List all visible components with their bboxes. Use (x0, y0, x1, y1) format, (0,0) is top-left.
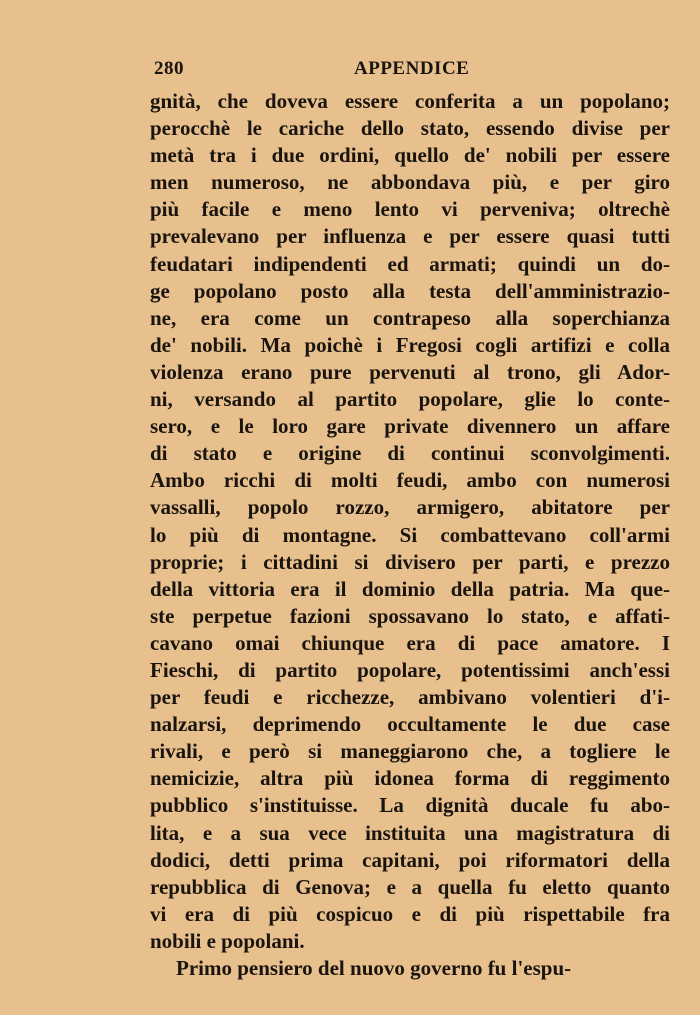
text-line: nemicizie, altra più idonea forma di reggimento (150, 766, 670, 791)
text-line: più facile e meno lento vi perveniva; oltrechè (150, 197, 670, 222)
text-line: ne, era come un contrapeso alla soperchianza (150, 305, 670, 330)
text-line: sero, e le loro gare private divennero un affare (150, 414, 670, 439)
text-line: proprie; i cittadini si divisero per parti, e prezzo (150, 549, 670, 574)
page-number: 280 (154, 58, 184, 79)
text-line: prevalevano per influenza e per essere quasi tutti (150, 224, 670, 249)
text-line: cavano omai chiunque era di pace amatore. I (150, 630, 670, 655)
body-text (150, 88, 670, 982)
text-line: Fieschi, di partito popolare, potentissimi anch'essi (150, 657, 670, 682)
text-line: per feudi e ricchezze, ambivano volentieri d'i- (150, 685, 670, 710)
text-line: vassalli, popolo rozzo, armigero, abitatore per (150, 495, 670, 520)
text-line: della vittoria era il dominio della patria. Ma que- (150, 576, 670, 601)
text-line: Primo pensiero del nuovo governo fu l'espu- (176, 956, 572, 980)
text-line: lita, e a sua vece instituita una magistratura di (150, 820, 670, 845)
text-line: rivali, e però si maneggiarono che, a togliere le (150, 739, 670, 764)
text-line: repubblica di Genova; e a quella fu eletto quanto (150, 874, 670, 899)
page-header (154, 58, 670, 86)
running-head: APPENDICE (354, 58, 470, 79)
text-line: ste perpetue fazioni spossavano lo stato, e affati- (150, 603, 670, 628)
text-line: perocchè le cariche dello stato, essendo divise per (150, 116, 670, 141)
text-line: lo più di montagne. Si combattevano coll'armi (150, 522, 670, 547)
text-line: Ambo ricchi di molti feudi, ambo con numerosi (150, 468, 670, 493)
text-line: violenza erano pure pervenuti al trono, gli Ador- (150, 359, 670, 384)
text-line: pubblico s'instituisse. La dignità ducale fu abo- (150, 793, 670, 818)
text-line: vi era di più cospicuo e di più rispettabile fra (150, 901, 670, 926)
text-line: nobili e popolani. (150, 928, 305, 953)
text-line: di stato e origine di continui sconvolgimenti. (150, 441, 670, 466)
text-line: feudatari indipendenti ed armati; quindi un do- (150, 251, 670, 276)
paragraph (150, 88, 670, 955)
paragraph (150, 955, 670, 982)
text-line: ge popolano posto alla testa dell'amministrazio- (150, 278, 670, 303)
text-line: dodici, detti prima capitani, poi riformatori della (150, 847, 670, 872)
text-line: de' nobili. Ma poichè i Fregosi cogli artifizi e colla (150, 332, 670, 357)
text-line: men numeroso, ne abbondava più, e per giro (150, 170, 670, 195)
text-line: metà tra i due ordini, quello de' nobili per essere (150, 143, 670, 168)
text-line: ni, versando al partito popolare, glie lo conte- (150, 387, 670, 412)
text-line: gnità, che doveva essere conferita a un popolano; (150, 89, 670, 113)
text-line: nalzarsi, deprimendo occultamente le due case (150, 712, 670, 737)
